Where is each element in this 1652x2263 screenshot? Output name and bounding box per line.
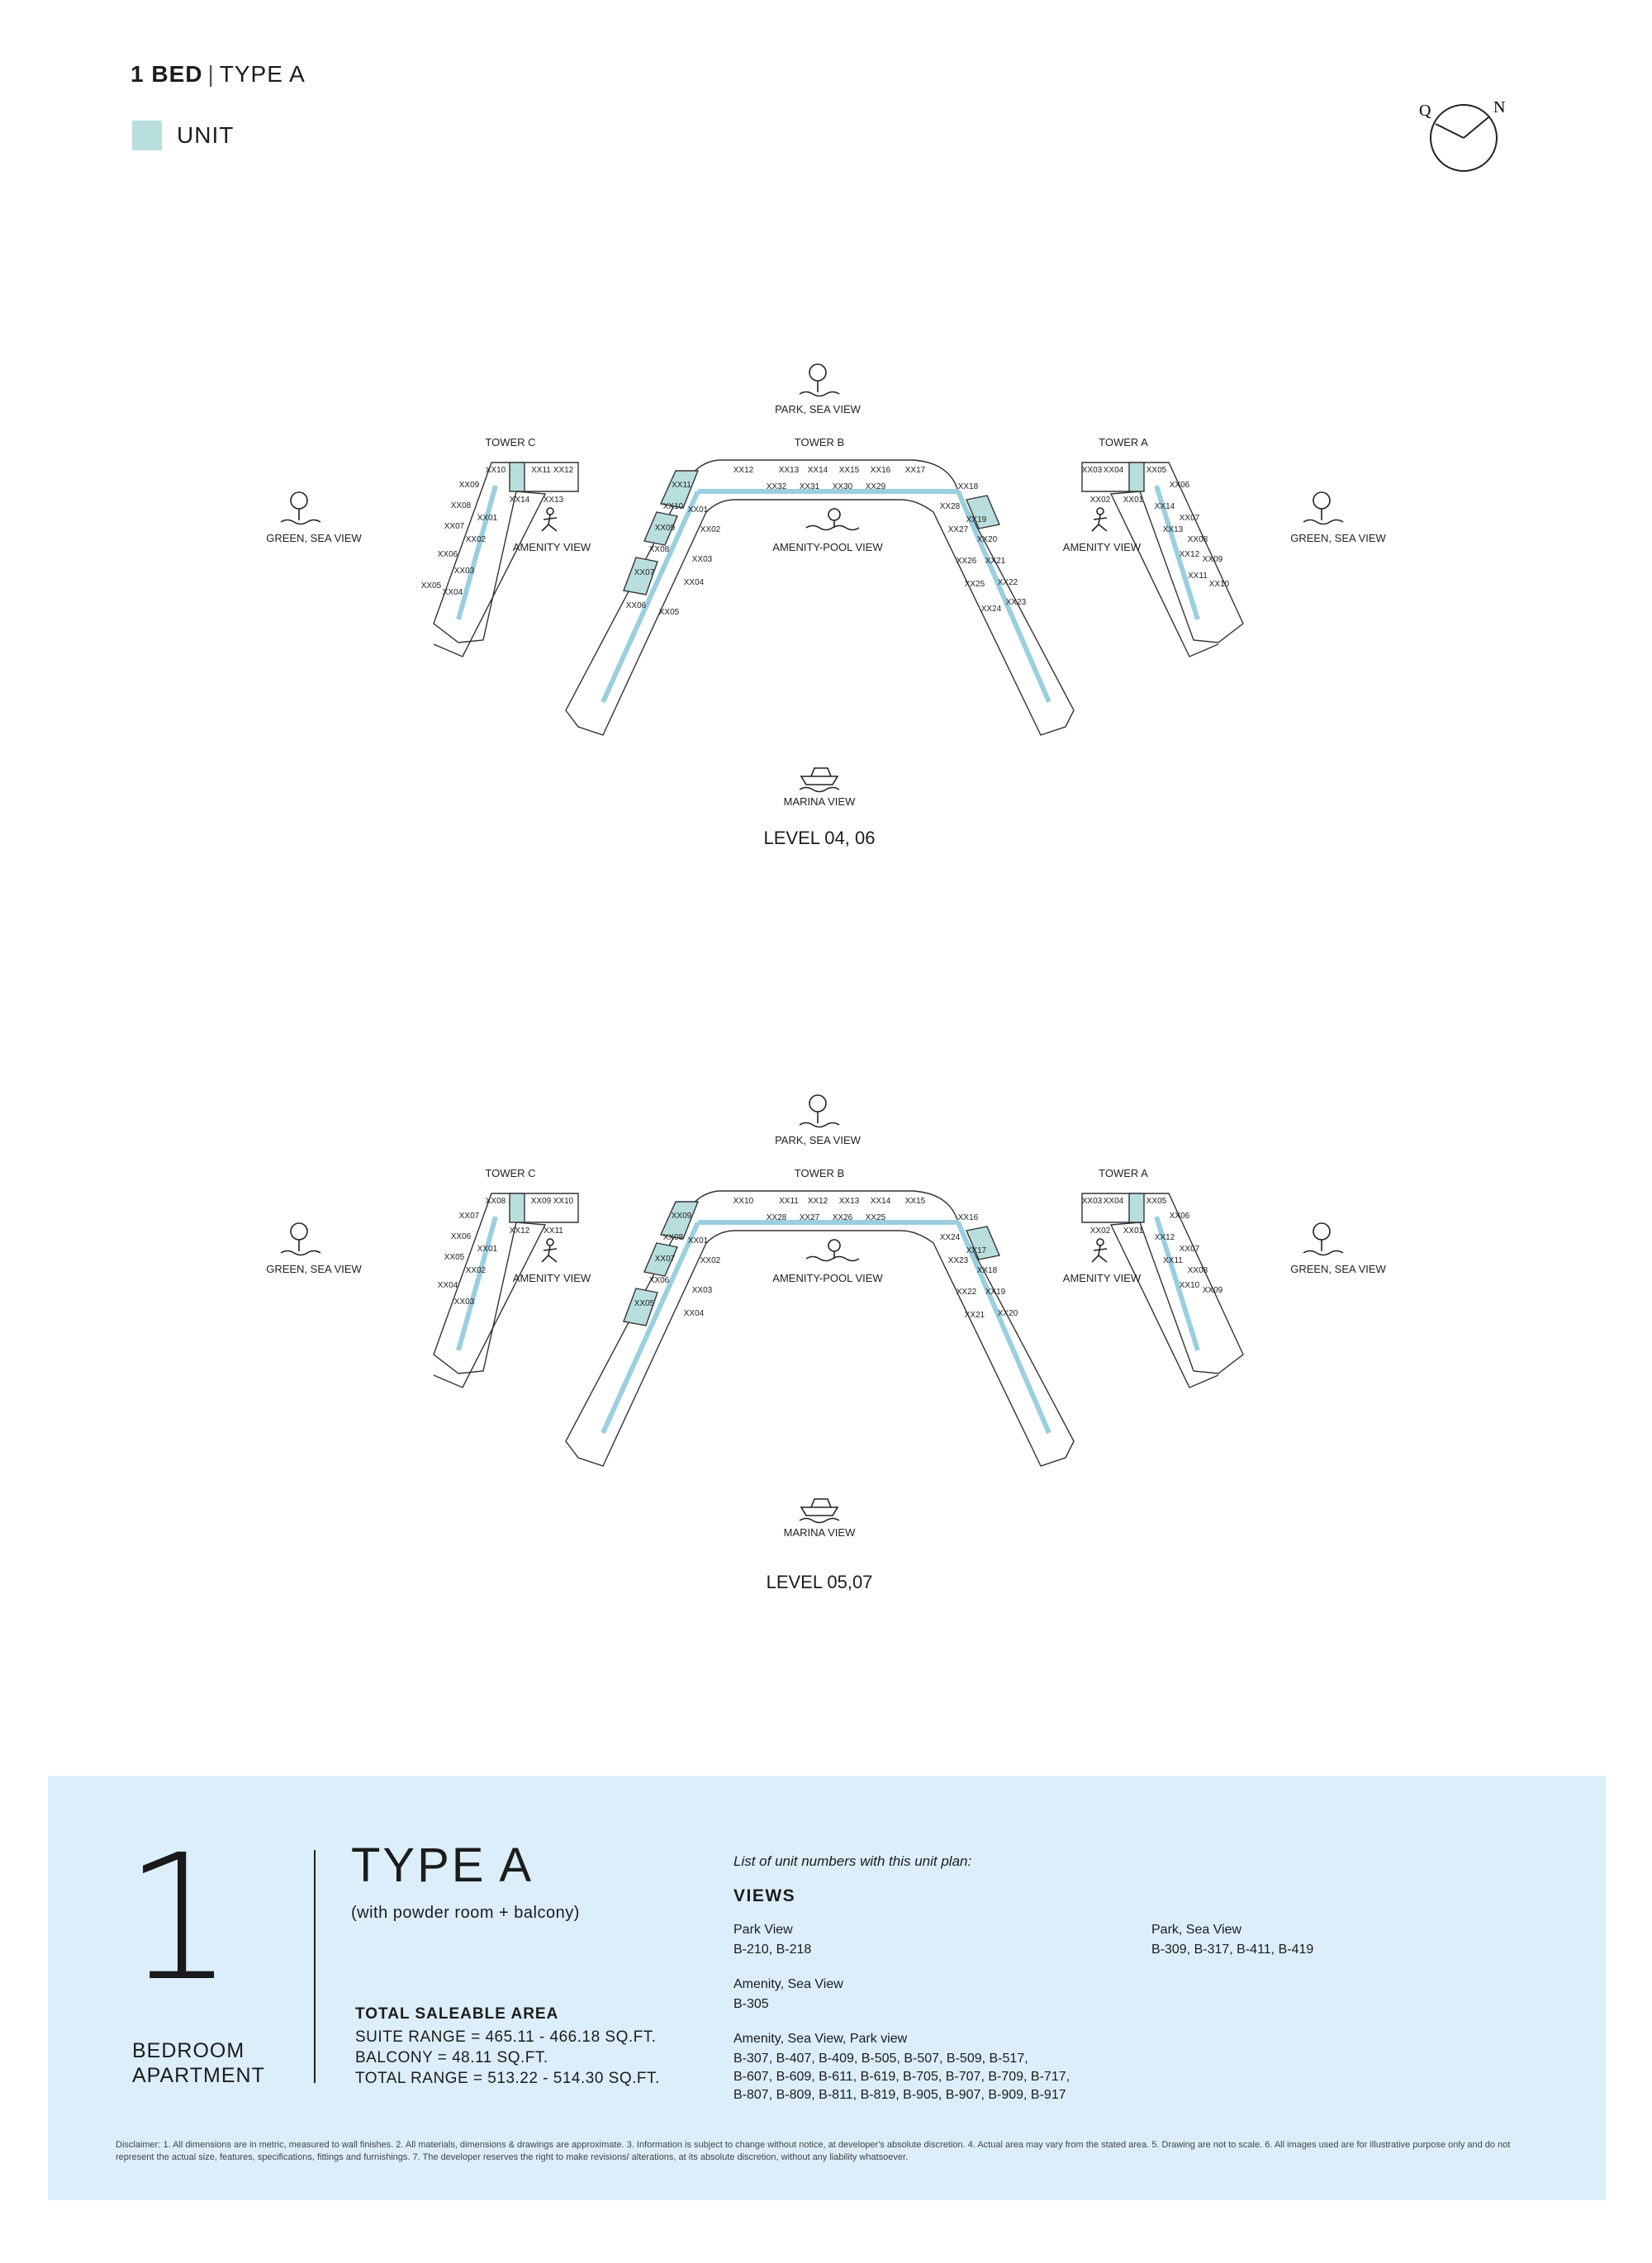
unit-label: XX32: [766, 482, 787, 491]
tower-b: [566, 1191, 1074, 1466]
unit-label: XX22: [997, 578, 1018, 587]
unit-label: XX01: [477, 514, 498, 523]
unit-label: XX09: [530, 1197, 552, 1206]
tower-c-label: TOWER C: [485, 436, 536, 448]
unit-label: XX13: [838, 1197, 860, 1206]
tree-icon: [800, 364, 839, 396]
right-view-label: GREEN, SEA VIEW: [1290, 532, 1386, 544]
view-units-line: B-807, B-809, B-811, B-819, B-905, B-907, B-909, B-917: [733, 2088, 1066, 2102]
unit-label: XX02: [1089, 1226, 1111, 1236]
view-category: Park, Sea View: [1151, 1923, 1242, 1937]
unit-label: XX14: [870, 1197, 891, 1206]
divider: [314, 1850, 316, 2083]
unit-label: XX12: [1179, 550, 1200, 559]
right-view-label: GREEN, SEA VIEW: [1290, 1263, 1386, 1275]
amenity-pool-view-label: AMENITY-POOL VIEW: [772, 1272, 883, 1284]
unit-list-heading: List of unit numbers with this unit plan:: [733, 1853, 972, 1869]
compass-q-label: Q: [1419, 102, 1431, 120]
unit-label: XX03: [691, 555, 713, 564]
unit-label: XX06: [1169, 481, 1190, 490]
apartment-type: [132, 2038, 297, 2088]
unit-label: XX21: [964, 1311, 985, 1320]
unit-label: XX09: [1202, 1286, 1223, 1295]
unit-label: XX07: [1179, 1245, 1200, 1254]
unit-label: XX05: [420, 581, 442, 591]
unit-label: XX07: [444, 522, 465, 531]
amenity-icon: [1092, 1239, 1107, 1262]
unit-label: XX11: [672, 481, 691, 490]
unit-label: XX12: [553, 466, 574, 475]
unit-label: XX28: [939, 502, 961, 511]
unit-label: XX18: [976, 1266, 998, 1275]
legend: [132, 121, 234, 150]
unit-label: XX26: [956, 557, 977, 566]
type-label: TYPE A: [219, 61, 306, 87]
unit-label: XX10: [662, 502, 684, 511]
unit-label: XX06: [450, 1232, 472, 1241]
unit-label: XX02: [465, 535, 487, 544]
unit-label: XX01: [1123, 1226, 1144, 1236]
unit-label: XX25: [964, 580, 985, 589]
bed-line1: BEDROOM: [132, 2039, 245, 2062]
unit-label: XX23: [947, 1256, 969, 1265]
amenity-pool-view-label: AMENITY-POOL VIEW: [772, 541, 883, 553]
unit-label: XX16: [870, 466, 891, 475]
bottom-view-label: MARINA VIEW: [783, 795, 856, 808]
unit-label: XX08: [662, 1233, 684, 1242]
unit-label: XX10: [733, 1197, 754, 1206]
unit-label: XX02: [700, 525, 721, 534]
unit-label: XX01: [687, 1236, 709, 1245]
unit-label: XX05: [1146, 1197, 1167, 1206]
unit-label: XX05: [634, 1299, 655, 1308]
view-units-line: B-607, B-609, B-611, B-619, B-705, B-707, B-709, B-717,: [733, 2070, 1070, 2084]
amenity-view-label: AMENITY VIEW: [512, 541, 591, 553]
view-category: Park View: [733, 1923, 793, 1937]
view-group: [733, 1977, 843, 2014]
tower-a-label: TOWER A: [1099, 436, 1148, 448]
compass-n-label: N: [1493, 98, 1506, 116]
left-view-label: GREEN, SEA VIEW: [266, 1263, 362, 1275]
unit-label: XX07: [458, 1212, 480, 1221]
view-group: [1151, 1923, 1313, 1959]
disclaimer: Disclaimer: 1. All dimensions are in metric, measured to wall finishes. 2. All materials, dimensions & drawings are approximate. 3. Information is subject to change without notice, at developer's absolute discretion. 4. Actual area may vary from the stated area. 5. Drawing are not to scale. 6. All images used are for illustrative purpose only and do not represent the actual size, features, specifications, fittings and furnishings. 7. The developer reserves the right to make revisions/ alterations, at its absolute discretion, without any liability whatsoever.: [116, 2140, 1511, 2162]
unit-label: XX22: [956, 1288, 977, 1297]
tree-icon: [1303, 492, 1343, 524]
unit-label: XX28: [766, 1213, 787, 1222]
tree-icon: [281, 492, 320, 524]
unit-label: XX08: [485, 1197, 506, 1206]
unit-label: XX08: [648, 545, 670, 554]
unit-label: XX07: [1179, 514, 1200, 523]
floor-plan-drawing: [248, 347, 1421, 842]
unit-label: XX06: [437, 550, 458, 559]
unit-label: XX10: [553, 1197, 574, 1206]
unit-label: XX27: [947, 525, 969, 534]
unit-label: XX05: [444, 1253, 465, 1262]
tower-a-label: TOWER A: [1099, 1167, 1148, 1179]
unit-label: XX01: [687, 505, 709, 515]
left-view-label: GREEN, SEA VIEW: [266, 532, 362, 544]
amenity-view-label: AMENITY VIEW: [1062, 541, 1142, 553]
level-label: LEVEL 05,07: [766, 1572, 873, 1592]
unit-label: XX24: [939, 1233, 961, 1242]
unit-label: XX13: [543, 496, 564, 505]
legend-label: UNIT: [177, 122, 235, 148]
view-units: B-305: [733, 1997, 769, 2011]
level-label: LEVEL 04, 06: [763, 828, 876, 848]
unit-label: XX14: [509, 496, 530, 505]
area-heading: TOTAL SALEABLE AREA: [355, 2005, 559, 2023]
pool-icon: [806, 1240, 859, 1261]
amenity-view-label: AMENITY VIEW: [512, 1272, 591, 1284]
unit-label: XX10: [485, 466, 506, 475]
tree-icon: [1303, 1223, 1343, 1255]
tower-b-label: TOWER B: [794, 436, 845, 448]
unit-label: XX15: [904, 1197, 926, 1206]
unit-label: XX01: [477, 1245, 498, 1254]
unit-label: XX24: [980, 605, 1002, 614]
unit-label: XX13: [1162, 525, 1184, 534]
unit-label: XX08: [1187, 535, 1208, 544]
unit-label: XX31: [799, 482, 820, 491]
page-header: [131, 61, 306, 88]
unit-label: XX11: [779, 1197, 799, 1206]
unit-label: XX04: [437, 1281, 458, 1290]
unit-label: XX13: [778, 466, 800, 475]
unit-label: XX03: [453, 1298, 475, 1307]
floor-plan-drawing: [248, 1078, 1421, 1573]
unit-label: XX21: [985, 557, 1006, 566]
unit-label: XX11: [531, 466, 551, 475]
pool-icon: [806, 509, 859, 530]
unit-label: XX04: [442, 588, 463, 597]
unit-label: XX03: [453, 567, 475, 576]
unit-label: XX17: [904, 466, 926, 475]
unit-label: XX05: [658, 608, 680, 617]
top-view-label: PARK, SEA VIEW: [775, 1134, 861, 1146]
legend-swatch: [132, 121, 162, 150]
type-subtitle: (with powder room + balcony): [351, 1904, 580, 1922]
unit-label: XX26: [832, 1213, 853, 1222]
unit-label: XX25: [865, 1213, 886, 1222]
floor-plan-level-05-07: [248, 1078, 1421, 1573]
view-group: [733, 1923, 811, 1959]
bed-line2: APARTMENT: [132, 2064, 265, 2087]
compass-icon: [1412, 93, 1512, 175]
bedroom-count: 1: [124, 1817, 235, 2019]
unit-label: XX08: [450, 501, 472, 510]
unit-label: XX20: [997, 1309, 1018, 1318]
unit-label: XX02: [465, 1266, 487, 1275]
unit-label: XX17: [966, 1246, 987, 1255]
unit-label: XX07: [634, 568, 655, 577]
unit-label: XX06: [625, 601, 647, 610]
bottom-view-label: MARINA VIEW: [783, 1526, 856, 1539]
unit-label: XX09: [654, 524, 676, 533]
amenity-view-label: AMENITY VIEW: [1062, 1272, 1142, 1284]
unit-label: XX09: [1202, 555, 1223, 564]
unit-label: XX06: [648, 1276, 670, 1285]
unit-label: XX11: [1163, 1256, 1183, 1265]
unit-label: XX09: [458, 481, 480, 490]
tower-c: [434, 463, 578, 657]
unit-label: XX11: [544, 1226, 563, 1236]
unit-label: XX01: [1123, 496, 1144, 505]
type-title: TYPE A: [351, 1838, 534, 1892]
unit-label: XX02: [1089, 496, 1111, 505]
view-units: B-210, B-218: [733, 1943, 812, 1957]
unit-label: XX11: [1188, 572, 1208, 581]
unit-label: XX10: [1179, 1281, 1200, 1290]
unit-label: XX05: [1146, 466, 1167, 475]
unit-label: XX18: [957, 482, 979, 491]
unit-label: XX14: [1154, 502, 1175, 511]
unit-label: XX09: [671, 1212, 692, 1221]
unit-label: XX04: [1103, 1197, 1124, 1206]
unit-label: XX12: [509, 1226, 530, 1236]
unit-label: XX12: [733, 466, 754, 475]
amenity-icon: [542, 508, 557, 531]
unit-label: XX10: [1208, 580, 1230, 589]
unit-label: XX04: [683, 578, 705, 587]
view-category: Amenity, Sea View: [733, 1977, 843, 1991]
tower-b: [566, 460, 1074, 735]
header-separator: |: [207, 61, 215, 87]
unit-label: XX03: [1081, 466, 1103, 475]
tower-c: [434, 1193, 578, 1388]
unit-label: XX20: [976, 535, 998, 544]
total-range: TOTAL RANGE = 513.22 - 514.30 SQ.FT.: [355, 2070, 660, 2087]
unit-label: XX08: [1187, 1266, 1208, 1275]
unit-label: XX04: [1103, 466, 1124, 475]
unit-label: XX30: [832, 482, 853, 491]
view-units: B-309, B-317, B-411, B-419: [1151, 1943, 1314, 1957]
view-group: [733, 2032, 1070, 2104]
boat-icon: [800, 1499, 839, 1523]
unit-label: XX02: [700, 1256, 721, 1265]
unit-label: XX23: [1005, 598, 1027, 607]
amenity-icon: [1092, 508, 1107, 531]
view-category: Amenity, Sea View, Park view: [733, 2032, 908, 2046]
balcony-area: BALCONY = 48.11 SQ.FT.: [355, 2049, 548, 2066]
unit-label: XX16: [957, 1213, 979, 1222]
unit-label: XX04: [683, 1309, 705, 1318]
tree-icon: [800, 1095, 839, 1127]
suite-range: SUITE RANGE = 465.11 - 466.18 SQ.FT.: [355, 2028, 657, 2046]
tower-b-label: TOWER B: [794, 1167, 845, 1179]
unit-label: XX19: [966, 515, 987, 524]
view-units-line: B-307, B-407, B-409, B-505, B-507, B-509, B-517,: [733, 2052, 1028, 2066]
tower-c-label: TOWER C: [485, 1167, 536, 1179]
unit-label: XX07: [654, 1255, 676, 1264]
unit-label: XX03: [691, 1286, 713, 1295]
bed-label: 1 BED: [131, 61, 203, 87]
unit-label: XX27: [799, 1213, 820, 1222]
unit-label: XX12: [807, 1197, 828, 1206]
unit-label: XX19: [985, 1288, 1006, 1297]
views-heading: VIEWS: [733, 1886, 796, 1905]
unit-label: XX14: [807, 466, 828, 475]
unit-label: XX29: [865, 482, 886, 491]
top-view-label: PARK, SEA VIEW: [775, 403, 861, 415]
unit-label: XX12: [1154, 1233, 1175, 1242]
unit-label: XX06: [1169, 1212, 1190, 1221]
unit-label: XX03: [1081, 1197, 1103, 1206]
unit-label: XX15: [838, 466, 860, 475]
boat-icon: [800, 768, 839, 792]
tree-icon: [281, 1223, 320, 1255]
floor-plan-level-04-06: [248, 347, 1421, 842]
amenity-icon: [542, 1239, 557, 1262]
